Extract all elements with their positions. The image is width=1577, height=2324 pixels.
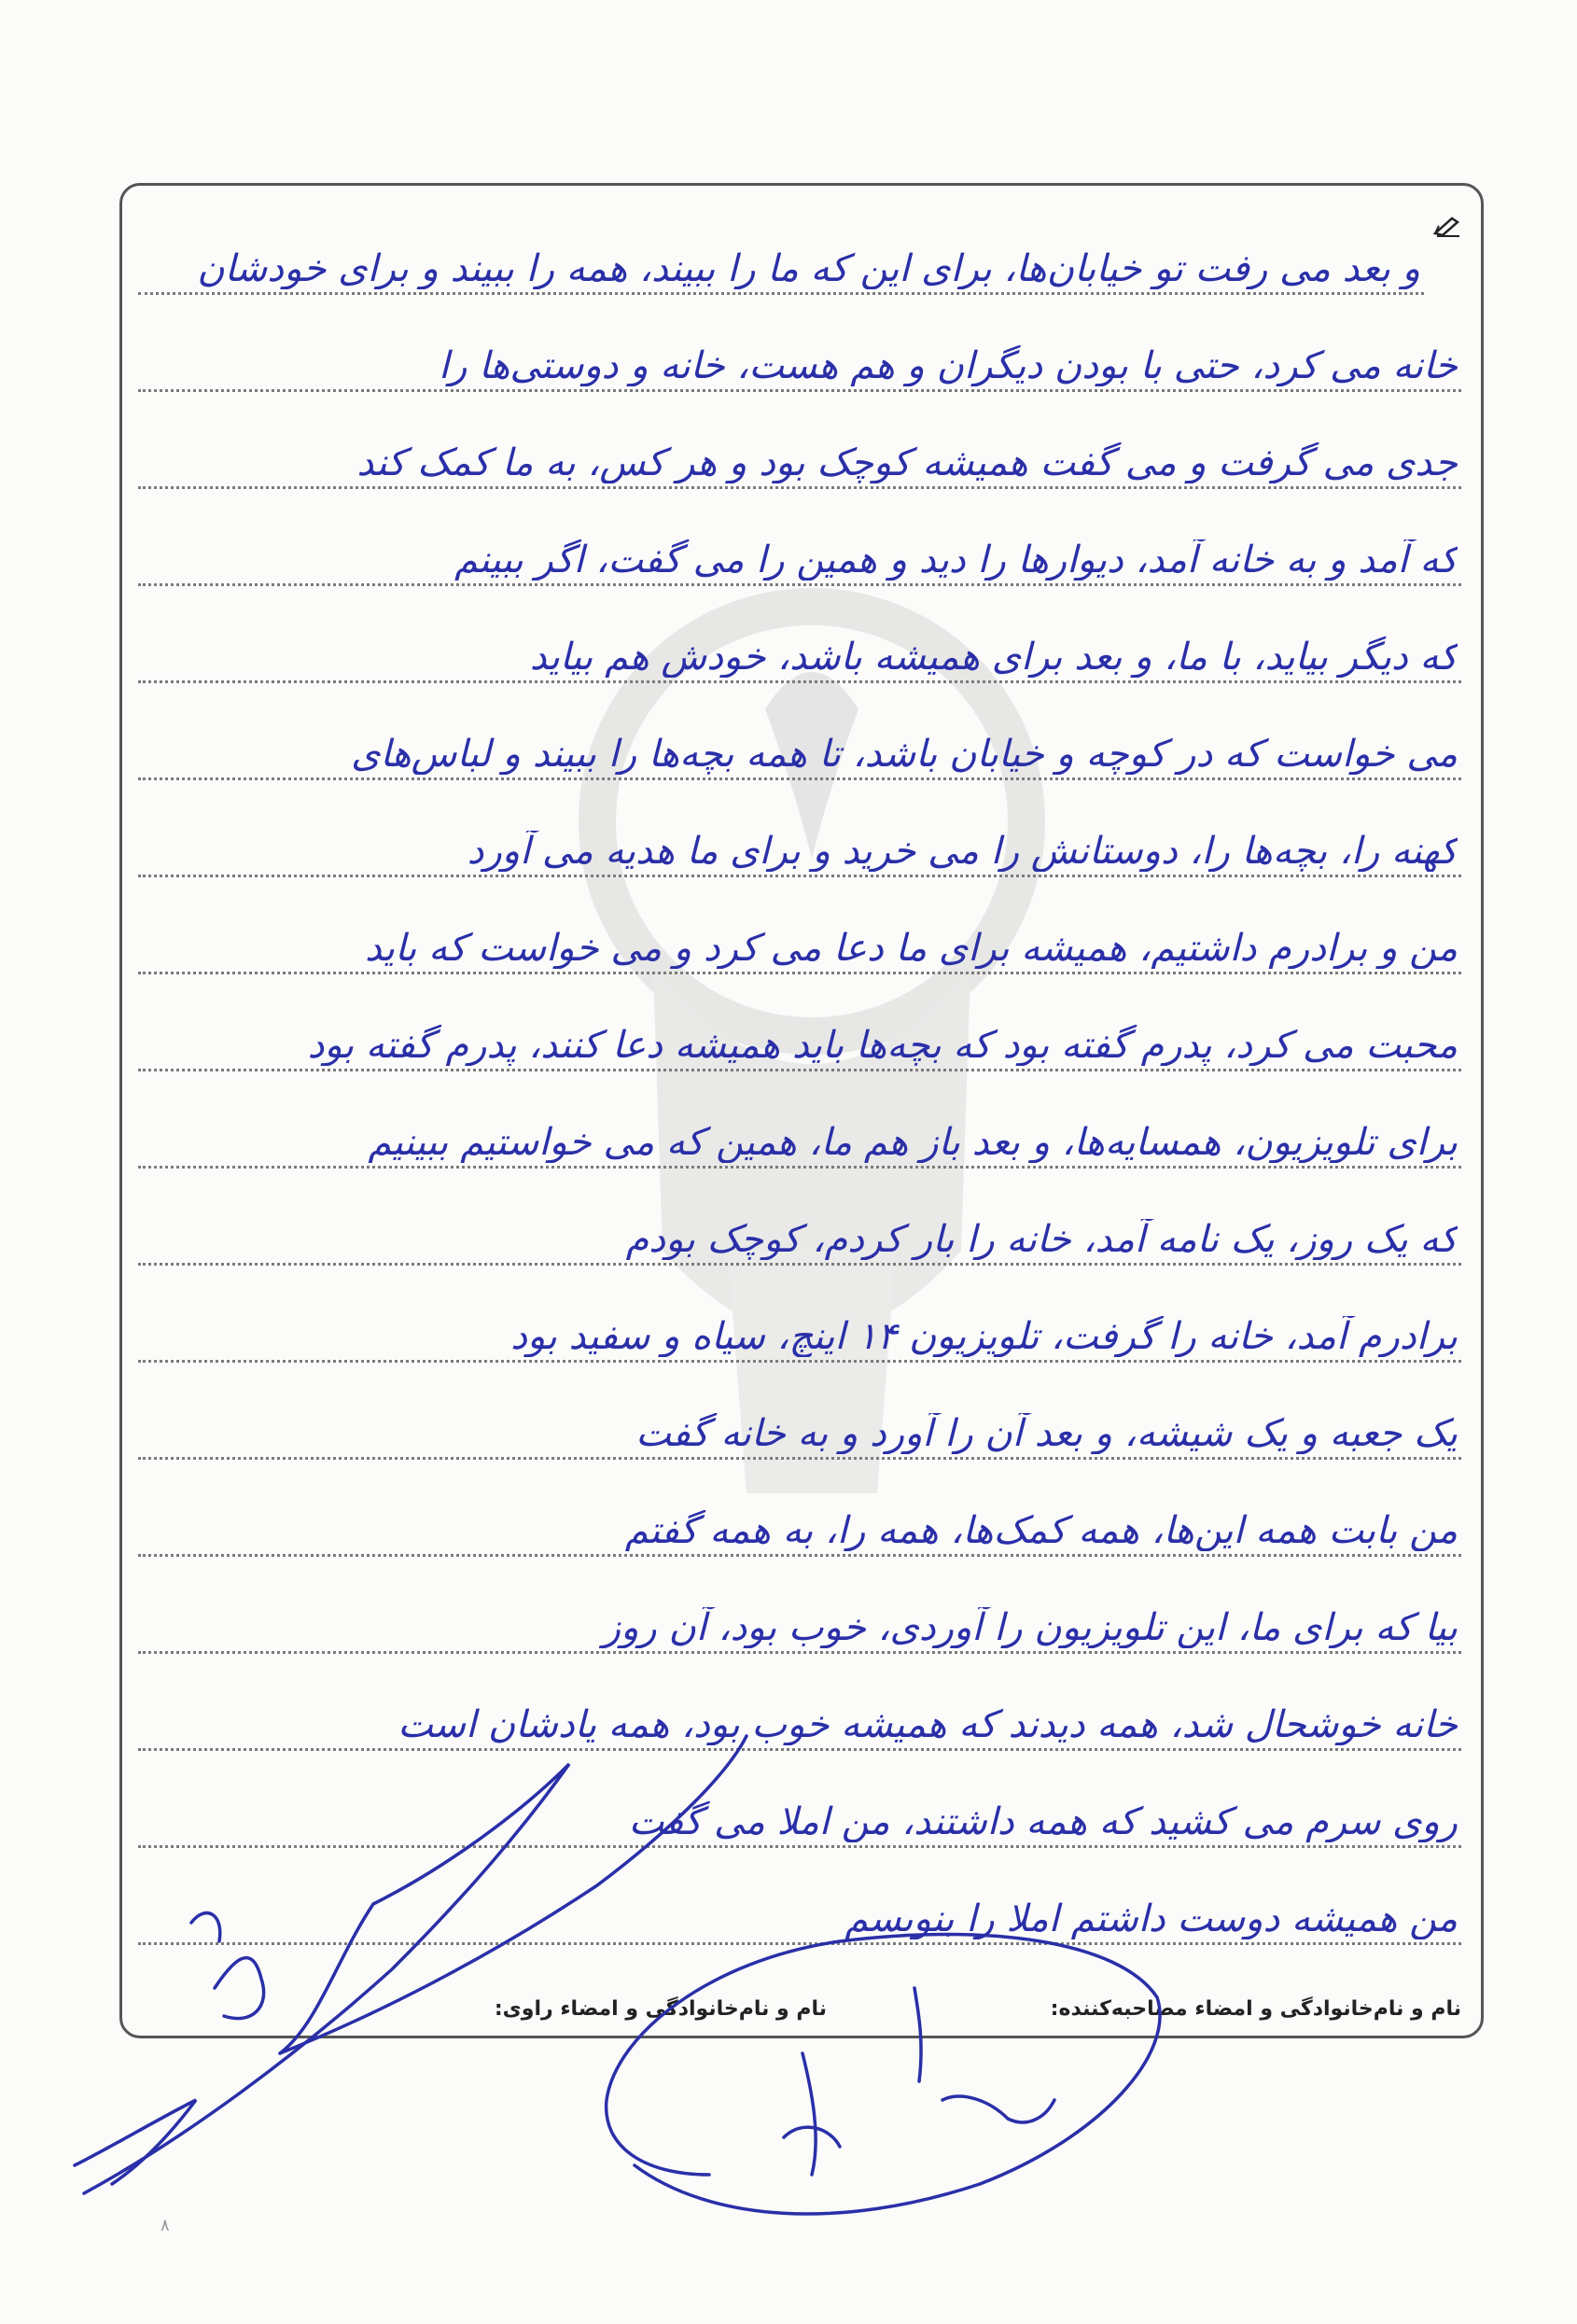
text-line (138, 312, 1461, 405)
text-line (138, 1088, 1461, 1182)
line-text: من و برادرم داشتیم، همیشه برای ما دعا می کرد و می خواست که باید (364, 928, 1458, 969)
text-line (138, 1379, 1461, 1473)
line-text: جدی می گرفت و می گفت همیشه کوچک بود و هر کس، به ما کمک کند (356, 442, 1458, 483)
text-line (138, 1574, 1461, 1667)
page-marker: ۸ (160, 2216, 170, 2235)
line-text: خانه خوشحال شد، همه دیدند که همیشه خوب بود، همه یادشان است (398, 1704, 1458, 1745)
interviewer-signature-label: نام و نام‌خانوادگی و امضاء مصاحبه‌کننده: (1050, 1997, 1461, 2021)
text-line (138, 991, 1461, 1085)
line-text: می خواست که در کوچه و خیابان باشد، تا همه بچه‌ها را ببیند و لباس‌های (351, 734, 1458, 775)
line-text: خانه می کرد، حتی با بودن دیگران و هم هست، خانه و دوستی‌ها را (439, 345, 1458, 386)
text-line (138, 1185, 1461, 1279)
text-line (138, 215, 1461, 308)
line-text: بیا که برای ما، این تلویزیون را آوردی، خوب بود، آن روز (602, 1607, 1458, 1648)
handwritten-text-area (138, 215, 1461, 1969)
text-line (138, 1865, 1461, 1958)
line-text: برای تلویزیون، همسایه‌ها، و بعد باز هم ما، همین که می خواستیم ببینیم (368, 1122, 1458, 1163)
line-text: روی سرم می کشید که همه داشتند، من املا می گفت (628, 1801, 1458, 1842)
signature-footer (138, 1997, 1461, 2035)
line-text: محبت می کرد، پدرم گفته بود که بچه‌ها باید همیشه دعا کنند، پدرم گفته بود (307, 1025, 1458, 1066)
line-text: برادرم آمد، خانه را گرفت، تلویزیون ۱۴ اینچ، سیاه و سفید بود (510, 1316, 1458, 1357)
text-line (138, 1671, 1461, 1764)
text-line (138, 409, 1461, 502)
narrator-signature-label: نام و نام‌خانوادگی و امضاء راوی: (494, 1997, 827, 2021)
line-text: که یک روز، یک نامه آمد، خانه را بار کردم، کوچک بودم (625, 1219, 1458, 1260)
text-line (138, 1477, 1461, 1570)
line-text: من همیشه دوست داشتم املا را بنویسم (844, 1898, 1458, 1939)
line-text: من بابت همه این‌ها، همه کمک‌ها، همه را، به همه گفتم (624, 1510, 1458, 1551)
text-line (138, 1768, 1461, 1861)
line-text: که دیگر بیاید، با ما، و بعد برای همیشه باشد، خودش هم بیاید (529, 637, 1458, 678)
line-text: کهنه را، بچه‌ها را، دوستانش را می خرید و برای ما هدیه می آورد (467, 831, 1458, 872)
text-line (138, 603, 1461, 696)
line-text: و بعد می رفت تو خیابان‌ها، برای این که ما را ببیند، همه را ببیند و برای خودشان (197, 248, 1420, 289)
text-line (138, 797, 1461, 890)
text-line (138, 506, 1461, 599)
pen-icon (1433, 213, 1461, 237)
line-text: که آمد و به خانه آمد، دیوارها را دید و همین را می گفت، اگر ببینم (454, 539, 1458, 581)
text-line (138, 700, 1461, 793)
text-line (138, 894, 1461, 987)
text-line (138, 1282, 1461, 1376)
line-text: یک جعبه و یک شیشه، و بعد آن را آورد و به خانه گفت (635, 1413, 1458, 1454)
